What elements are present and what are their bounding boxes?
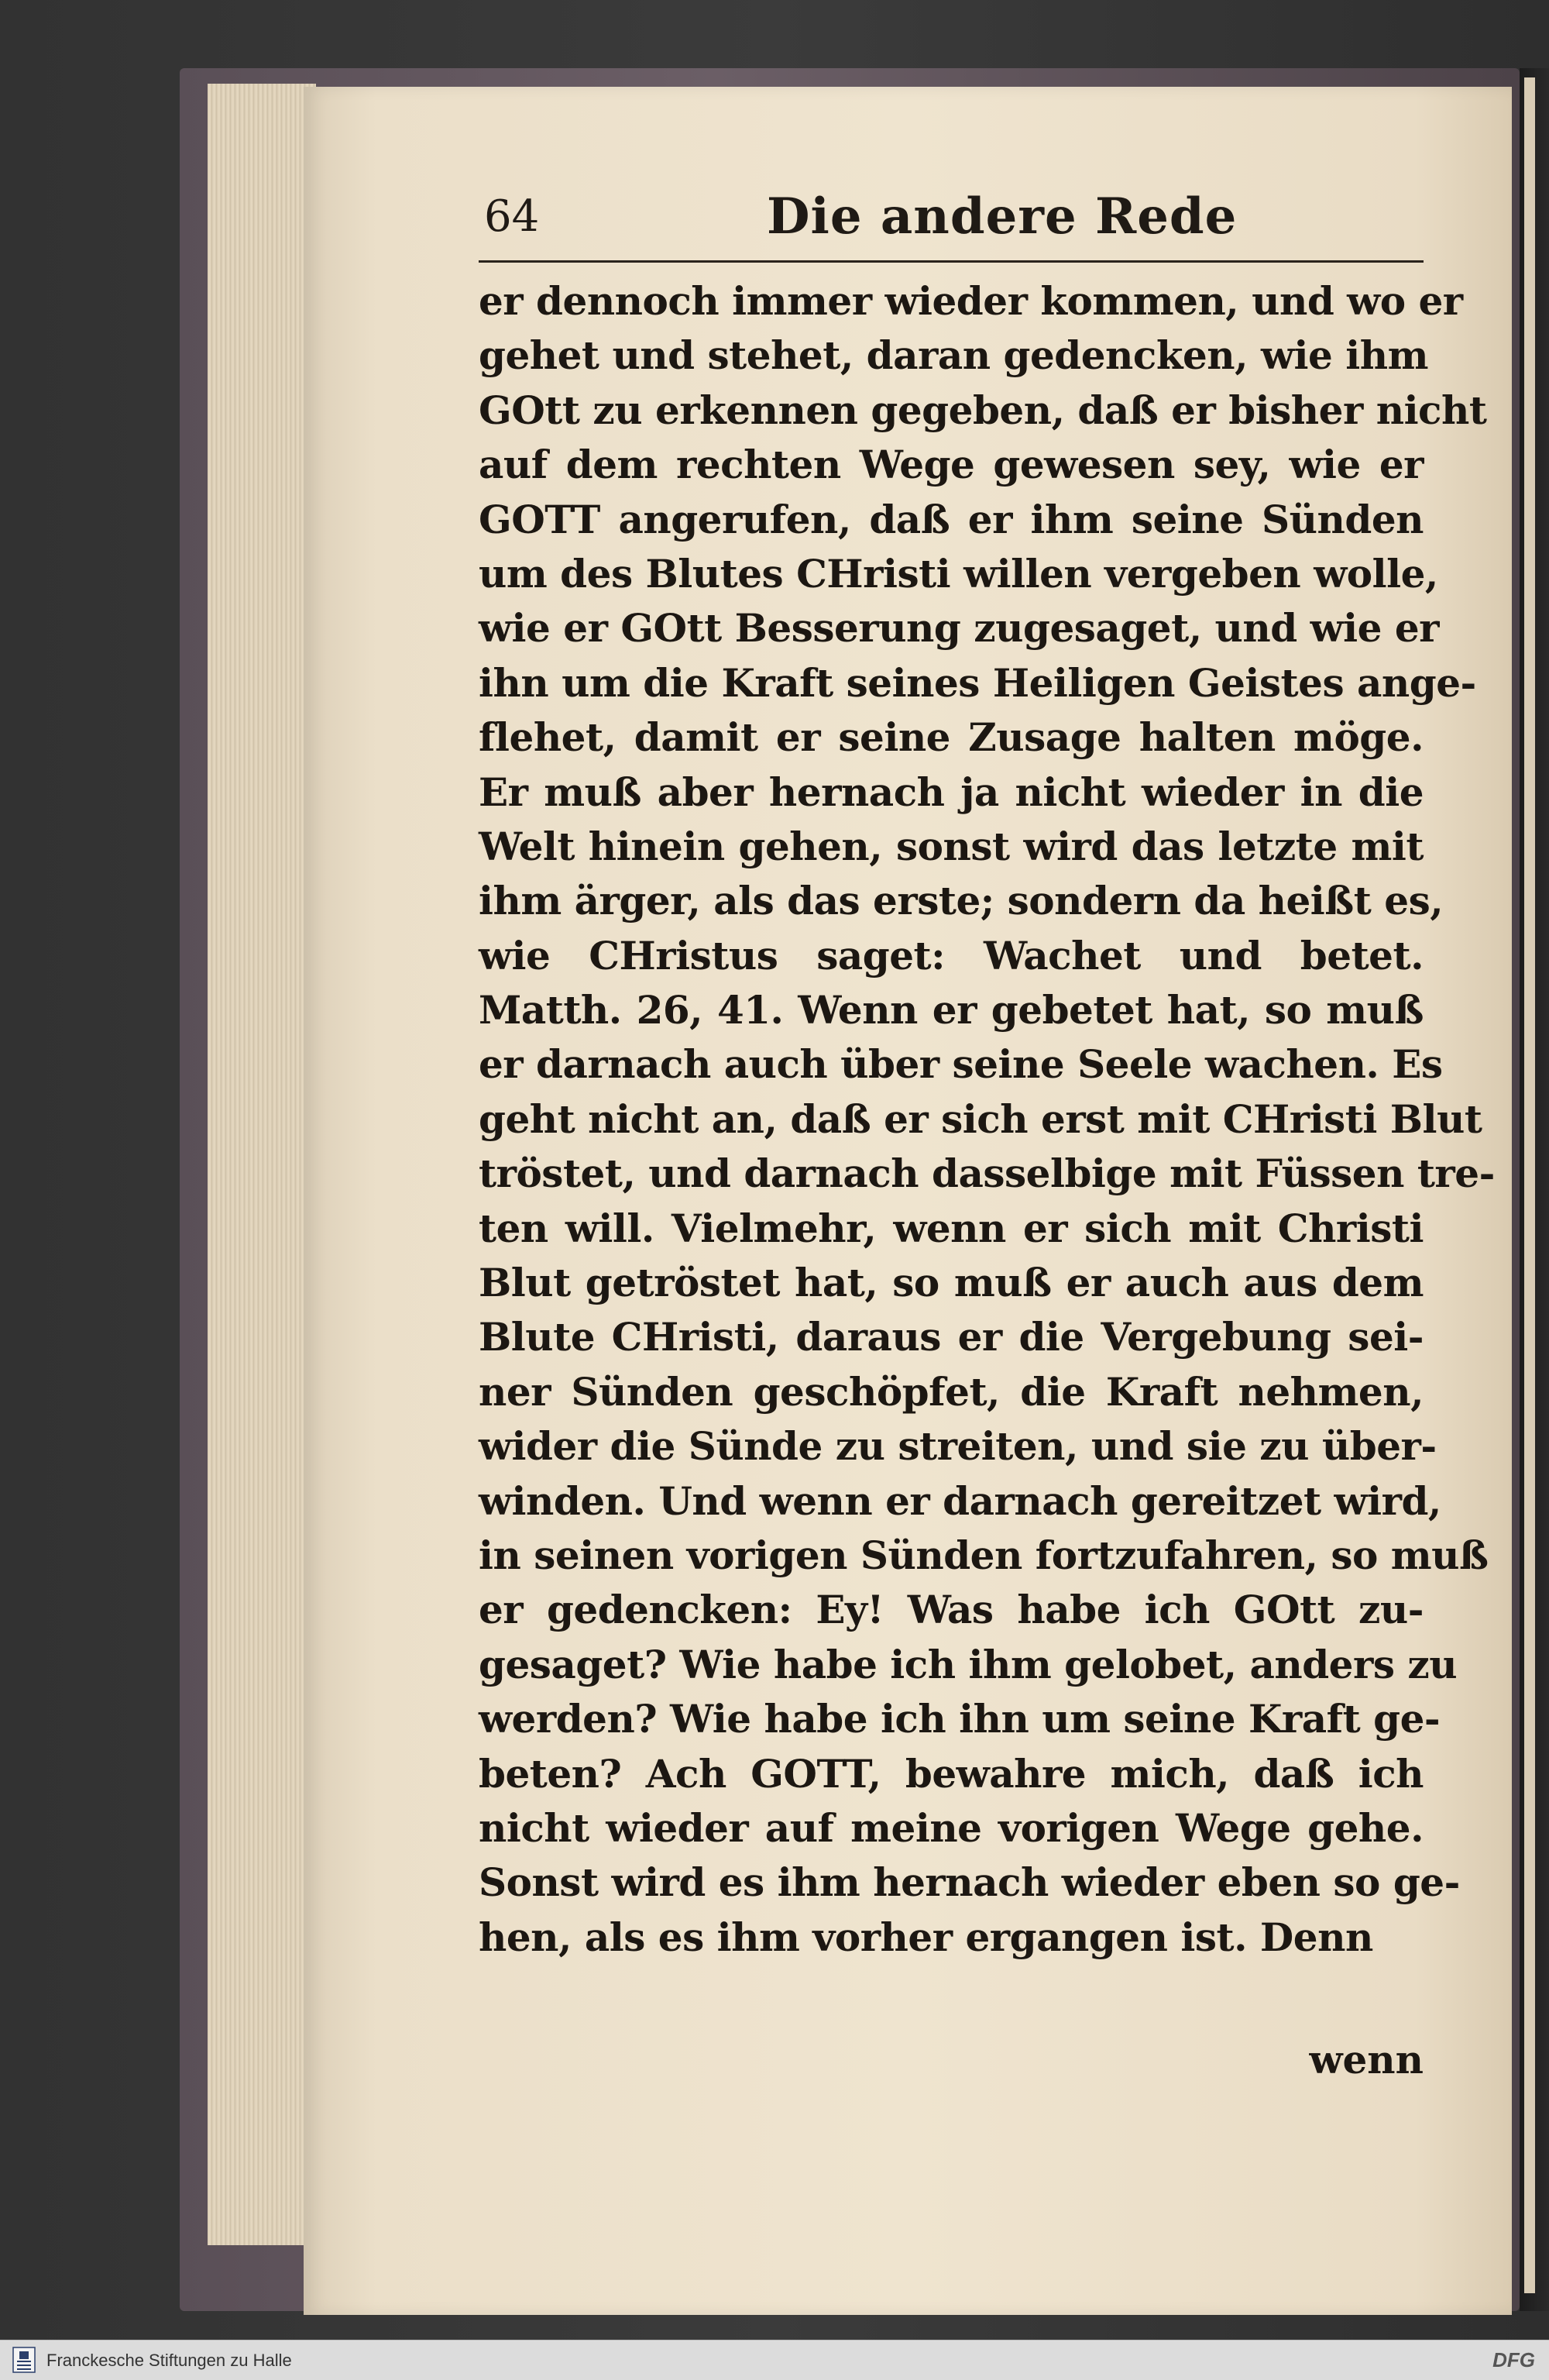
catchword: wenn [1309,2037,1424,2082]
text-line: er dennoch immer wieder kommen, und wo er [479,278,1463,324]
text-line: gesaget? Wie habe ich ihm gelobet, anders zu [479,1641,1458,1687]
text-line: ihn um die Kraft seines Heiligen Geistes ange- [479,659,1476,706]
text-line: Er muß aber hernach ja nicht wieder in die [479,769,1424,815]
text-line: Blut getröstet hat, so muß er auch aus dem [479,1260,1424,1306]
footer-bar [0,2340,1549,2380]
header-rule [479,260,1424,263]
text-line: wie er GOtt Besserung zugesaget, und wie er [479,605,1439,652]
text-line: auf dem rechten Wege gewesen sey, wie er [479,442,1424,488]
text-line: in seinen vorigen Sünden fortzufahren, so muß [479,1532,1489,1578]
text-line: geht nicht an, daß er sich erst mit CHristi Blut [479,1095,1482,1142]
text-line: GOtt zu erkennen gegeben, daß er bisher nicht [479,387,1487,433]
text-line: er darnach auch über seine Seele wachen. Es [479,1041,1443,1088]
text-line: um des Blutes CHristi willen vergeben wolle, [479,550,1438,597]
page-edges [208,84,316,2245]
text-line: wider die Sünde zu streiten, und sie zu über- [479,1423,1437,1470]
text-line: ner Sünden geschöpfet, die Kraft nehmen, [479,1368,1424,1415]
text-line: winden. Und wenn er darnach gereitzet wird, [479,1477,1441,1524]
running-title: Die andere Rede [767,187,1238,246]
text-line: wie CHristus saget: Wachet und betet. [479,932,1424,978]
funder-logo: DFG [1492,2348,1535,2371]
text-line: Sonst wird es ihm hernach wieder eben so ge- [479,1859,1460,1906]
text-line: ihm ärger, als das erste; sondern da heißt es, [479,878,1444,924]
institution-logo-icon [12,2347,36,2373]
text-line: er gedencken: Ey! Was habe ich GOtt zu- [479,1587,1424,1633]
text-line: werden? Wie habe ich ihn um seine Kraft ge- [479,1696,1441,1742]
text-line: gehet und stehet, daran gedencken, wie ihm [479,332,1428,379]
text-line: Welt hinein gehen, sonst wird das letzte mit [479,823,1424,869]
text-line: tröstet, und darnach dasselbige mit Füssen tre- [479,1150,1495,1197]
text-line: ten will. Vielmehr, wenn er sich mit Christi [479,1205,1424,1251]
text-line: Blute CHristi, daraus er die Vergebung sei- [479,1314,1424,1360]
page-number: 64 [484,191,540,242]
facing-page-edge [1524,77,1535,2293]
text-line: flehet, damit er seine Zusage halten möge. [479,714,1424,761]
text-line: nicht wieder auf meine vorigen Wege gehe. [479,1804,1424,1851]
institution-name: Franckesche Stiftungen zu Halle [46,2351,292,2370]
text-line: GOTT angerufen, daß er ihm seine Sünden [479,496,1424,542]
body-text [479,274,1495,1965]
text-line: Matth. 26, 41. Wenn er gebetet hat, so muß [479,987,1424,1034]
text-line: beten? Ach GOTT, bewahre mich, daß ich [479,1750,1424,1797]
text-line: hen, als es ihm vorher ergangen ist. Denn [479,1914,1373,1960]
